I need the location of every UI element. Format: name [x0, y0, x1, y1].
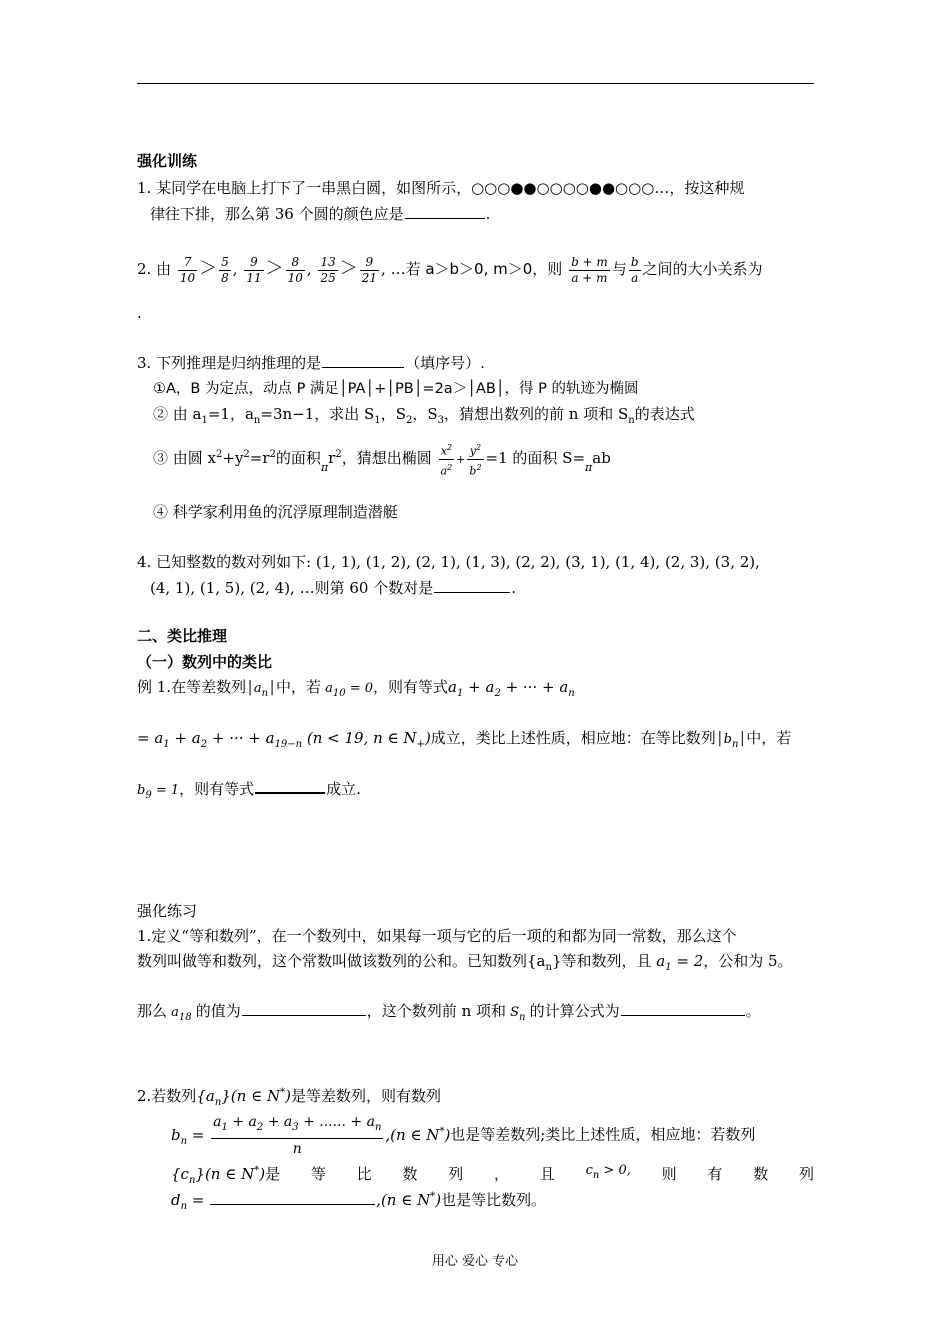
- practice-q2-line4: $d_n = ,(n$ ∈ N*)也是等比数列。: [171, 1191, 547, 1212]
- denominator: 25: [320, 270, 336, 285]
- q2-condition: …若 a＞b＞0, m＞0，则: [390, 260, 563, 278]
- subheading-sequence: （一）数列中的类比: [137, 653, 273, 671]
- text: ，则有等式: [373, 678, 449, 696]
- q3-option-2: ② 由 $a_1=1$，$a_n=3n-1$，求出 $S_1$，$S_2$，$S_3$，猜想出数列的前 n 项和 $S_n$的表达式: [153, 405, 695, 426]
- text: =1 的面积 S=: [485, 449, 586, 468]
- q4-line1: 4. 已知整数的数对列如下: (1, 1), (1, 2), (2, 1), (1, 3), (2, 2), (3, 1), (1, 4), (2, 3), (3, 2),: [137, 553, 760, 571]
- text: 且: [539, 1165, 555, 1183]
- fraction-8-10: [286, 255, 305, 286]
- text: =r: [249, 449, 270, 468]
- q1-period: .: [485, 205, 491, 223]
- q3-option-1: ①A，B 为定点，动点 P 满足│PA│+│PB│=2a＞│AB│，得 P 的轨迹为椭圆: [153, 381, 639, 397]
- text: 的计算公式为: [529, 1002, 620, 1020]
- answer-blank[interactable]: [621, 1014, 745, 1016]
- answer-blank[interactable]: [405, 217, 485, 219]
- q1-line2: [150, 203, 490, 224]
- practice-q2-line2: $b_n$ = $\frac{a_1 + a_2 + a_3 + ...... + a_n}{n}$ ,(n ∈ N*)也是等差数列;类比上述性质，相应地：若数列: [171, 1114, 756, 1157]
- q3-text: 3. 下列推理是归纳推理的是: [137, 354, 322, 372]
- q2-prefix: 2. 由: [137, 260, 172, 278]
- numerator: 7: [178, 255, 197, 271]
- fraction-y2-b2: $\frac{y^2}{b^2}$: [469, 443, 482, 478]
- q2-line: 2. 由 $\frac{7}{10}$ ＞ $\frac{5}{8}$ , $\frac{9}{11}$ ＞ $\frac{8}{10}$ , $\frac{13}{25}$ ＞ $\frac{9}{21}$ , …若 a＞b＞0, m＞0，则 $\frac{b + m}{a + m}$ 与 $\frac{b}{a}$ 之间的大小关系为: [137, 254, 763, 285]
- denominator: a + m: [571, 270, 608, 285]
- q3-option-4: ④ 科学家利用鱼的沉浮原理制造潜艇: [153, 503, 398, 521]
- text: 比: [356, 1165, 372, 1183]
- page-footer: 用心 爱心 专心: [431, 1254, 519, 1269]
- text: ，S: [380, 405, 406, 423]
- text: ，S: [412, 405, 438, 423]
- text: 2.若数列: [137, 1087, 197, 1105]
- gt-sign: ＞: [199, 258, 218, 279]
- fraction-9-21: [360, 255, 379, 286]
- pi-symbol: π: [320, 461, 329, 475]
- q3-option-3: ③ 由圆 $x^2+y^2=r^2$的面积$_\pi r^2$，猜想出椭圆 $\frac{x^2}{a^2}$ + $\frac{y^2}{b^2}$ =1 的面积 $S=_\pi ab$: [153, 440, 611, 478]
- numerator: 5: [221, 254, 229, 269]
- text: ，猜想出椭圆: [341, 449, 432, 468]
- practice-heading: 强化练习: [137, 902, 198, 920]
- practice-q1-line2: 数列叫做等和数列，这个常数叫做该数列的公和。已知数列$\{a_n\}$等和数列，且 $a_1 = 2$，公和为 5。: [137, 952, 793, 973]
- text: ③ 由圆 x: [153, 449, 216, 468]
- text: 列: [448, 1165, 464, 1183]
- answer-blank[interactable]: [434, 591, 510, 593]
- q4-text: (4, 1), (1, 5), (2, 4), …则第 60 个数对是: [150, 579, 434, 597]
- q1-line1: 1. 某同学在电脑上打下了一串黑白圆，如图所示，○○○●●○○○○●●○○○…，按这种规: [137, 179, 745, 197]
- text: 。: [745, 1002, 761, 1020]
- practice-q2-line3: $\{c_n\}(n$ ∈ N*)是 等 比 数 列 ， 且 $c_n > 0$, 则 有 数 列: [171, 1163, 814, 1186]
- text: 的值为: [195, 1002, 241, 1020]
- numerator: 9: [360, 255, 379, 271]
- q4-period: .: [511, 579, 516, 597]
- denominator: 11: [246, 270, 262, 285]
- fraction-7-10: [178, 255, 197, 286]
- practice-q1-line1: 1.定义“等和数列”，在一个数列中，如果每一项与它的后一项的和都为同一常数，那么这个: [137, 927, 737, 945]
- gt-sign: ＞: [339, 258, 358, 279]
- example1-line1: 例 1.在等差数列$│a_n│$中，若 $a_{10} = 0$，则有等式$a_1 + a_2$ + ··· + $a_n$: [137, 678, 575, 699]
- q3-stem: [137, 352, 485, 373]
- answer-blank[interactable]: [242, 1014, 366, 1016]
- text: 数列叫做等和数列，这个常数叫做该数列的公和。已知数列{a: [137, 952, 546, 970]
- practice-q1-line3: 那么 $a_{18}$ 的值为 ，这个数列前 n 项和 $S_n$ 的计算公式为 。: [137, 1002, 761, 1023]
- numerator: b: [630, 254, 639, 269]
- text: =3n−1，求出 S: [260, 405, 375, 423]
- text: 也是等差数列;类比上述性质，相应地：若数列: [450, 1125, 756, 1144]
- fraction-b-m-a-m: [569, 255, 610, 286]
- denominator: a: [631, 270, 639, 285]
- q4-line2: [150, 577, 516, 598]
- answer-blank[interactable]: [322, 366, 404, 368]
- text: 成立，类比上述性质，相应地：在等比数列: [430, 729, 716, 747]
- header-rule: [137, 83, 814, 84]
- q1-text: 律往下排，那么第 36 个圆的颜色应是: [150, 205, 404, 223]
- q3-suffix: （填序号）.: [405, 354, 485, 372]
- denominator: 21: [361, 270, 378, 285]
- text: 数: [753, 1165, 769, 1183]
- text: =1，a: [207, 405, 254, 423]
- text: 有: [707, 1165, 723, 1183]
- q2-with: 与: [611, 260, 627, 278]
- text: 数: [402, 1165, 418, 1183]
- denominator: 10: [179, 270, 196, 285]
- text: 成立.: [326, 780, 361, 798]
- text: 例 1.在等差数列: [137, 678, 247, 696]
- numerator: b + m: [571, 254, 608, 269]
- text: }等和数列，且: [551, 952, 652, 970]
- text: 中，若: [275, 678, 321, 696]
- fraction-9-11: [244, 255, 263, 286]
- fraction-x2-a2: $\frac{x^2}{a^2}$: [440, 443, 453, 478]
- gt-sign: ＞: [265, 258, 284, 279]
- text: 的表达式: [634, 405, 695, 423]
- text: ，猜想出数列的前 n 项和 S: [444, 405, 629, 423]
- text: 是: [265, 1165, 281, 1183]
- denominator: 8: [221, 270, 229, 285]
- section-heading: 强化训练: [137, 152, 198, 170]
- text: 是等差数列，则有数列: [290, 1087, 441, 1105]
- q2-period: .: [137, 304, 142, 322]
- example1-line2: = $a_1 + a_2$ + ··· + $a_{19-n}$ (n < 19, n ∈ $N_+$)成立，类比上述性质，相应地：在等比数列$│b_n│$中，若: [137, 729, 792, 750]
- denominator: 10: [287, 270, 303, 285]
- text: 列: [798, 1165, 814, 1183]
- practice-q2-line1: 2.若数列$\{a_n\}(n$ ∈ N*)是等差数列，则有数列: [137, 1087, 441, 1108]
- answer-blank[interactable]: [255, 791, 325, 794]
- numerator: 9: [244, 255, 263, 271]
- numerator: 13: [320, 254, 336, 269]
- fraction-13-25: [318, 255, 337, 286]
- text: 的面积: [275, 449, 321, 468]
- text: +y: [222, 449, 244, 468]
- text: 等: [310, 1165, 326, 1183]
- text: 则: [661, 1165, 677, 1183]
- pi-symbol: π: [585, 461, 593, 475]
- text: ，公和为 5。: [703, 952, 793, 970]
- text: r: [328, 449, 336, 468]
- fraction-mean: $\frac{a_1 + a_2 + a_3 + ...... + a_n}{n}$: [213, 1114, 382, 1157]
- text: 那么: [137, 1002, 168, 1020]
- text: ab: [592, 449, 611, 468]
- text: 中，若: [746, 729, 792, 747]
- text: 也是等比数列。: [441, 1191, 547, 1209]
- section-heading-analogy: 二、类比推理: [137, 627, 228, 645]
- numerator: 8: [286, 255, 305, 271]
- example1-line3: $b_9 = 1$，则有等式 成立.: [137, 780, 361, 801]
- fraction-b-a: [629, 255, 641, 286]
- answer-blank[interactable]: [210, 1203, 375, 1205]
- text: ② 由 a: [153, 405, 202, 423]
- text: ，则有等式: [179, 780, 255, 798]
- text: ，: [494, 1165, 510, 1183]
- q2-tail: 之间的大小关系为: [642, 260, 763, 278]
- text: ，这个数列前 n 项和: [366, 1002, 506, 1020]
- fraction-5-8: [219, 255, 231, 286]
